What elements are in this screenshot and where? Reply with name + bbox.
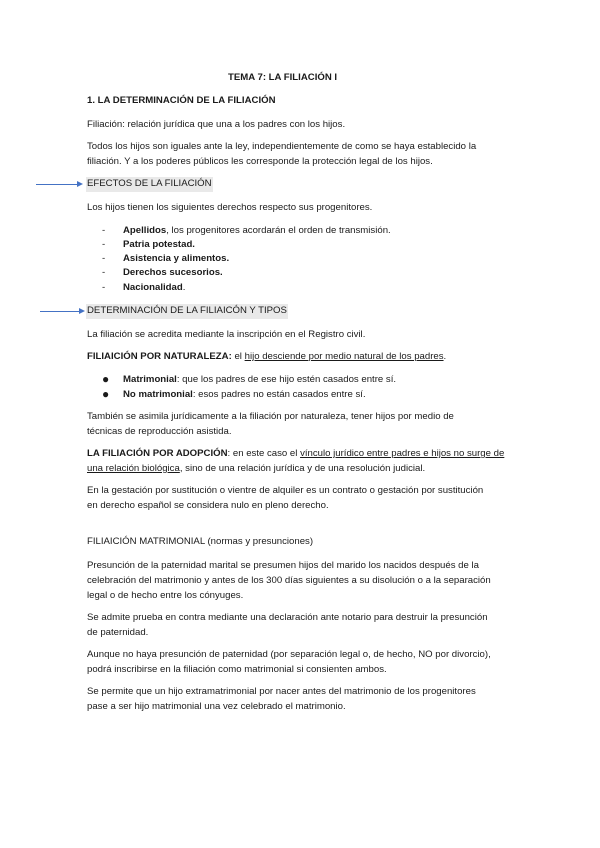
heading-efectos: EFECTOS DE LA FILIACIÓN [86,177,213,192]
adopcion-post: , sino de una relación jurídica y de una resolución judicial. [179,463,426,474]
list-item-patria-potestad: Patria potestad. [123,239,195,250]
heading-determinacion-tipos: DETERMINACIÓN DE LA FILIAICÓN Y TIPOS [86,304,288,319]
paragraph-presuncion-line2: celebración del matrimonio y antes de los 300 días siguientes a su disolución o a la separación [87,575,491,586]
paragraph-acredita: La filiación se acredita mediante la inscripción en el Registro civil. [87,329,366,340]
paragraph-reproduccion-line2: técnicas de reproducción asistida. [87,426,232,437]
list-item-asistencia: Asistencia y alimentos. [123,253,230,264]
paragraph-prueba-line2: de paternidad. [87,627,149,638]
heading-filiacion-matrimonial-rest: (normas y presunciones) [204,536,314,547]
list-bullet: - [102,282,106,293]
bullet-dot-icon: ● [102,372,110,386]
adopcion-underlined2: una relación biológica [87,463,180,474]
naturaleza-underlined: hijo desciende por medio natural de los padres [244,351,444,362]
paragraph-inscripcion-line2: podrá inscribirse en la filiación como matrimonial si consienten ambos. [87,664,387,675]
heading-filiacion-matrimonial [87,535,313,550]
document-title: TEMA 7: LA FILIACIÓN I [228,72,338,83]
dot-item-no-matrimonial-bold: No matrimonial [123,389,193,400]
paragraph-adopcion-line2 [87,462,425,477]
list-item-apellidos-rest: , los progenitores acordarán el orden de transmisión. [166,225,391,236]
paragraph-igualdad-line2: filiación. Y a los poderes públicos les corresponde la protección legal de los hijos. [87,156,433,167]
paragraph-naturaleza [87,350,446,365]
dot-item-no-matrimonial [123,388,366,403]
paragraph-derechos: Los hijos tienen los siguientes derechos respecto sus progenitores. [87,202,373,213]
paragraph-presuncion-line1: Presunción de la paternidad marital se presumen hijos del marido los nacidos después de la [87,560,479,571]
dot-item-matrimonial-bold: Matrimonial [123,374,177,385]
paragraph-adopcion-line1 [87,447,504,462]
paragraph-gestacion-line1: En la gestación por sustitución o vientre de alquiler es un contrato o gestación por sustitución [87,485,484,496]
list-item-apellidos [123,224,391,239]
paragraph-reproduccion-line1: También se asimila jurídicamente a la filiación por naturaleza, tener hijos por medio de [87,411,454,422]
naturaleza-label: FILIAICIÓN POR NATURALEZA: [87,351,232,362]
paragraph-extramatrimonial-line2: pase a ser hijo matrimonial una vez celebrado el matrimonio. [87,701,346,712]
dot-item-no-matrimonial-rest: : esos padres no están casados entre sí. [192,389,366,400]
list-bullet: - [102,239,106,250]
list-item-nacionalidad-bold: Nacionalidad [123,282,183,293]
list-item-apellidos-bold: Apellidos [123,225,167,236]
dot-item-matrimonial-rest: : que los padres de ese hijo estén casados entre sí. [176,374,397,385]
list-bullet: - [102,225,106,236]
arrow-icon [40,311,80,312]
paragraph-inscripcion-line1: Aunque no haya presunción de paternidad (por separación legal o, de hecho, NO por divorcio), [87,649,491,660]
paragraph-prueba-line1: Se admite prueba en contra mediante una declaración ante notario para destruir la presunción [87,612,488,623]
section-heading-determinacion: 1. LA DETERMINACIÓN DE LA FILIACIÓN [87,95,276,106]
list-item-nacionalidad-rest: . [182,282,186,293]
list-bullet: - [102,253,106,264]
arrow-icon [36,184,78,185]
paragraph-igualdad-line1: Todos los hijos son iguales ante la ley, independientemente de como se haya establecido la [87,141,477,152]
adopcion-pre: : en este caso el [227,448,301,459]
paragraph-definicion: Filiación: relación jurídica que una a los padres con los hijos. [87,119,346,130]
paragraph-extramatrimonial-line1: Se permite que un hijo extramatrimonial por nacer antes del matrimonio de los progenitores [87,686,476,697]
naturaleza-pre: el [231,351,245,362]
adopcion-underlined1: vínculo jurídico entre padres e hijos no surge de [300,448,505,459]
list-item-nacionalidad [123,281,185,296]
bullet-dot-icon: ● [102,387,110,401]
paragraph-presuncion-line3: legal o de hecho entre los cónyuges. [87,590,244,601]
list-bullet: - [102,267,106,278]
adopcion-label: LA FILIACIÓN POR ADOPCIÓN [87,448,228,459]
dot-item-matrimonial [123,373,396,388]
paragraph-gestacion-line2: en derecho español se considera nulo en pleno derecho. [87,500,329,511]
list-item-sucesorios: Derechos sucesorios. [123,267,223,278]
heading-filiacion-matrimonial-main: FILIAICIÓN MATRIMONIAL [87,536,205,547]
naturaleza-post: . [443,351,447,362]
